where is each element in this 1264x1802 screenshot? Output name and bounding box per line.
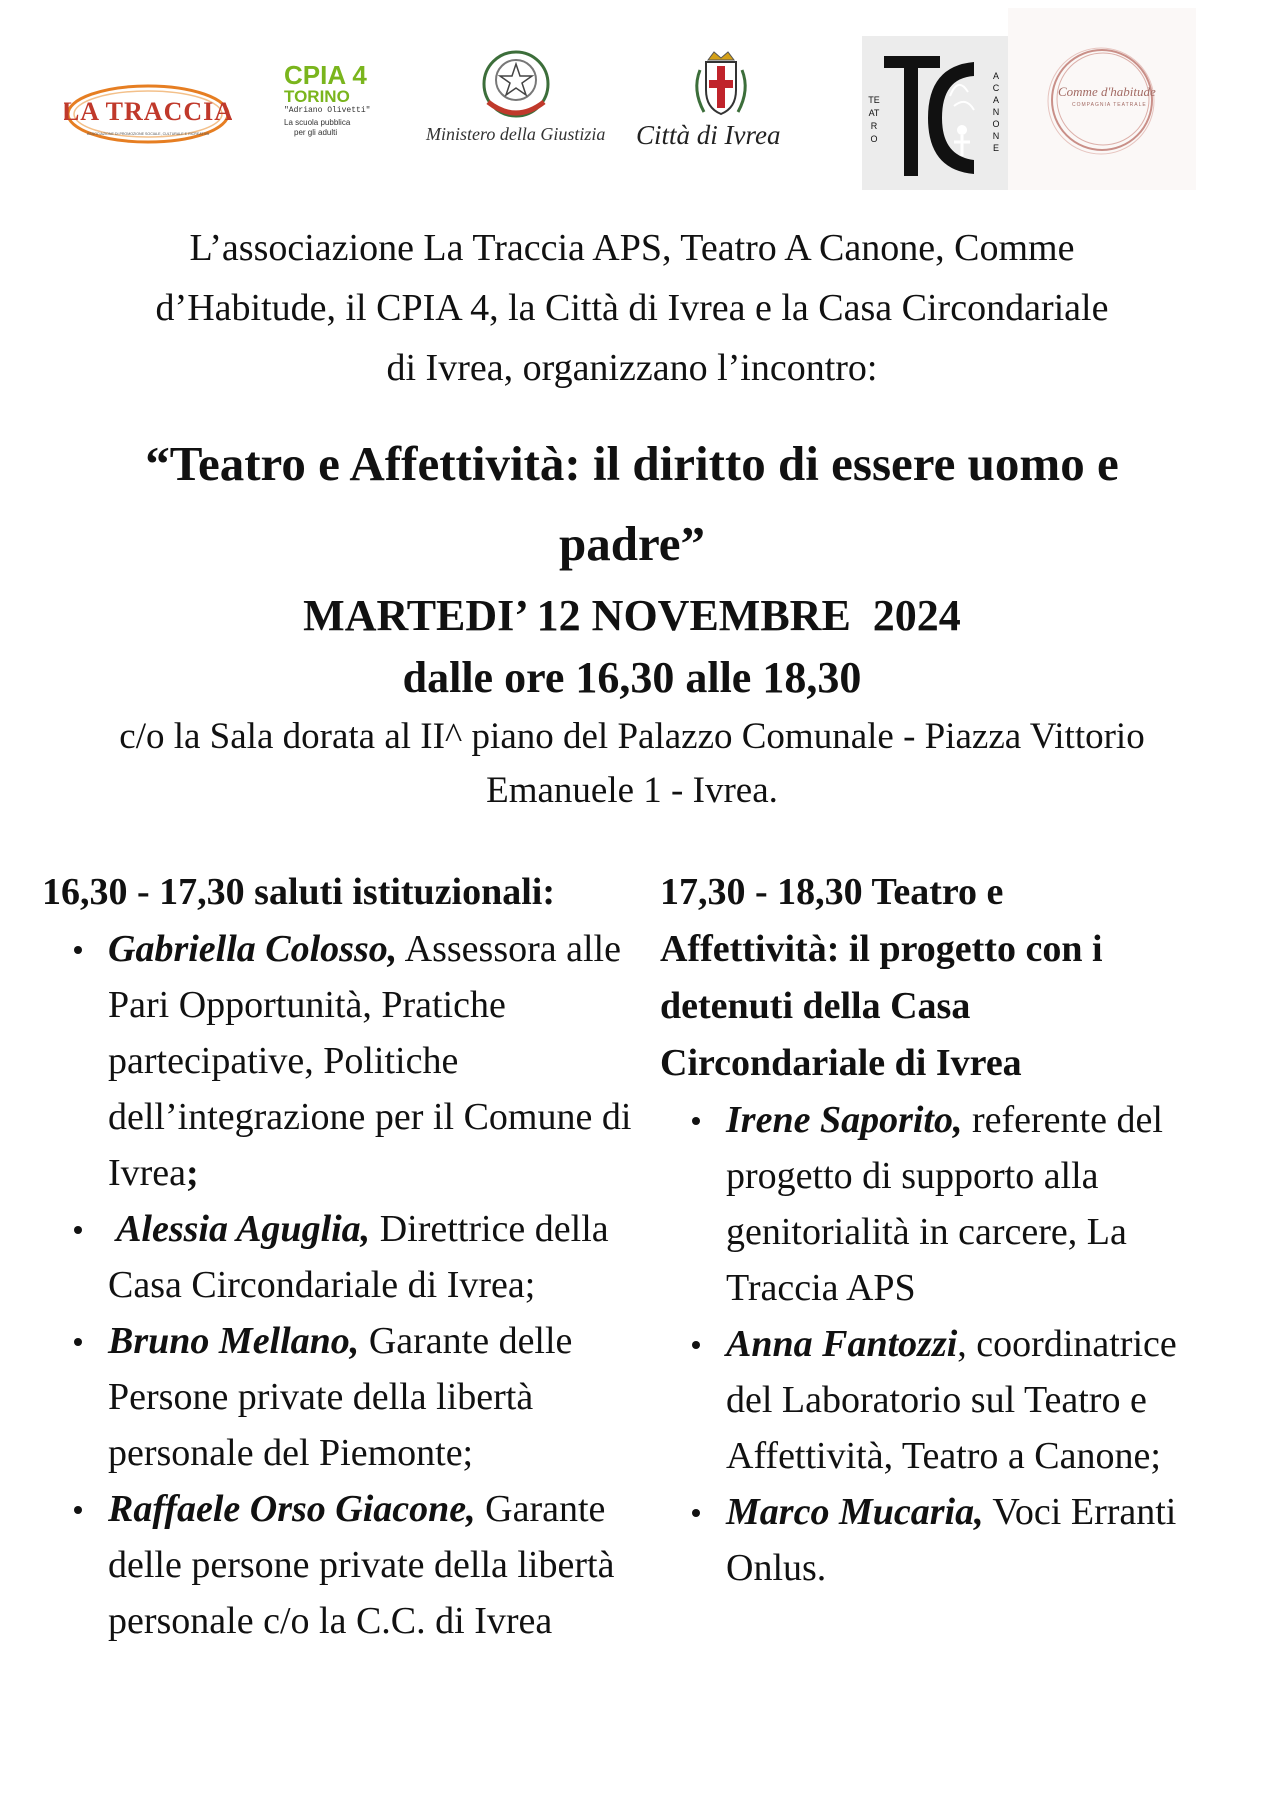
- speaker-item: [726, 1484, 1220, 1596]
- citta-di-ivrea-logo: [636, 50, 806, 154]
- ministero-giustizia-logo: [422, 44, 610, 150]
- event-date: MARTEDI’ 12 NOVEMBRE 2024: [303, 591, 961, 640]
- event-venue: [40, 710, 1224, 818]
- speaker-role: Garante delle persone private della libertà personale c/o la C.C. di Ivrea: [108, 1488, 615, 1642]
- cpia-logo: [280, 62, 390, 142]
- speaker-name: Irene Saporito,: [726, 1099, 963, 1141]
- intro-line: d’Habitude, il CPIA 4, la Città di Ivrea e la Casa Circondariale: [155, 287, 1109, 329]
- event-title-line: “Teatro e Affettività: il diritto di essere uomo e: [145, 436, 1119, 491]
- cpia-olivetti: "Adriano Olivetti": [284, 106, 371, 115]
- right-speaker-list: [660, 1092, 1220, 1596]
- speaker-role: Direttrice della Casa Circondariale di Ivrea;: [108, 1208, 609, 1306]
- speaker-item: [108, 1201, 642, 1313]
- comme-d-habitude-logo: [1008, 8, 1196, 190]
- left-session-heading: 16,30 - 17,30 saluti istituzionali:: [42, 871, 556, 913]
- la-traccia-emblem-icon: [64, 80, 232, 148]
- comme-script: Comme d'habitude: [1058, 84, 1156, 99]
- comme-subtitle: COMPAGNIA TEATRALE: [1072, 102, 1147, 108]
- cpia-name: CPIA 4: [284, 60, 367, 90]
- event-time: dalle ore 16,30 alle 18,30: [402, 653, 862, 702]
- speaker-item: [726, 1316, 1220, 1484]
- intro-line: di Ivrea, organizzano l’incontro:: [386, 347, 878, 389]
- ivrea-coat-of-arms-icon: [636, 50, 806, 120]
- speaker-role: Assessora alle Pari Opportunità, Pratiche partecipative, Politiche dell’integrazione per il Comune di Ivrea: [108, 928, 632, 1194]
- event-title-line: padre”: [558, 516, 706, 571]
- speaker-name: Marco Mucaria,: [726, 1491, 984, 1533]
- speaker-role: Garante delle Persone private della libertà personale del Piemonte;: [108, 1320, 573, 1474]
- venue-line: c/o la Sala dorata al II^ piano del Palazzo Comunale - Piazza Vittorio: [119, 716, 1145, 757]
- right-session-heading: 17,30 - 18,30 Teatro e Affettività: il progetto con i detenuti della Casa Circondariale di Ivrea: [660, 871, 1103, 1084]
- speaker-name: Raffaele Orso Giacone,: [108, 1488, 476, 1530]
- intro-paragraph: [40, 218, 1224, 398]
- cpia-city: TORINO: [284, 87, 350, 106]
- speaker-end: ;: [186, 1152, 199, 1194]
- speaker-item: [108, 1313, 642, 1481]
- left-speaker-list: [42, 921, 642, 1649]
- speaker-item: [726, 1092, 1220, 1316]
- venue-line: Emanuele 1 - Ivrea.: [486, 770, 778, 811]
- program-left-column: [42, 864, 642, 1649]
- speaker-name: Gabriella Colosso,: [108, 928, 398, 970]
- speaker-name: Alessia Aguglia,: [108, 1208, 371, 1250]
- speaker-role: referente del progetto di supporto alla genitorialità in carcere, La Traccia APS: [726, 1099, 1163, 1309]
- teatro-side-left: TEATRO: [868, 95, 880, 144]
- event-title: [40, 424, 1224, 584]
- cpia-tagline-1: La scuola pubblica: [284, 118, 351, 127]
- teatro-a-canone-emblem-icon: [862, 36, 1008, 190]
- speaker-role: Voci Erranti Onlus.: [726, 1491, 1177, 1589]
- logo-bar: [0, 0, 1264, 200]
- speaker-role: , coordinatrice del Laboratorio sul Teatro e Affettività, Teatro a Canone;: [726, 1323, 1177, 1477]
- ivrea-caption: Città di Ivrea: [636, 120, 781, 150]
- speaker-name: Anna Fantozzi: [726, 1323, 958, 1365]
- ministero-caption: Ministero della Giustizia: [426, 124, 606, 144]
- teatro-a-canone-logo: [862, 36, 1008, 190]
- teatro-side-right: A CANONE: [992, 71, 1000, 153]
- speaker-item: [108, 921, 642, 1201]
- la-traccia-subtitle: ASSOCIAZIONE DI PROMOZIONE SOCIALE, CULTURALE E RICREATIVA: [86, 132, 210, 136]
- la-traccia-wordmark: LA TRACCIA: [64, 97, 232, 126]
- speaker-item: [108, 1481, 642, 1649]
- intro-line: L’associazione La Traccia APS, Teatro A Canone, Comme: [189, 227, 1075, 269]
- cpia-tagline-2: per gli adulti: [294, 128, 338, 137]
- la-traccia-logo: [64, 80, 232, 148]
- speaker-name: Bruno Mellano,: [108, 1320, 360, 1362]
- program-right-column: [660, 864, 1220, 1596]
